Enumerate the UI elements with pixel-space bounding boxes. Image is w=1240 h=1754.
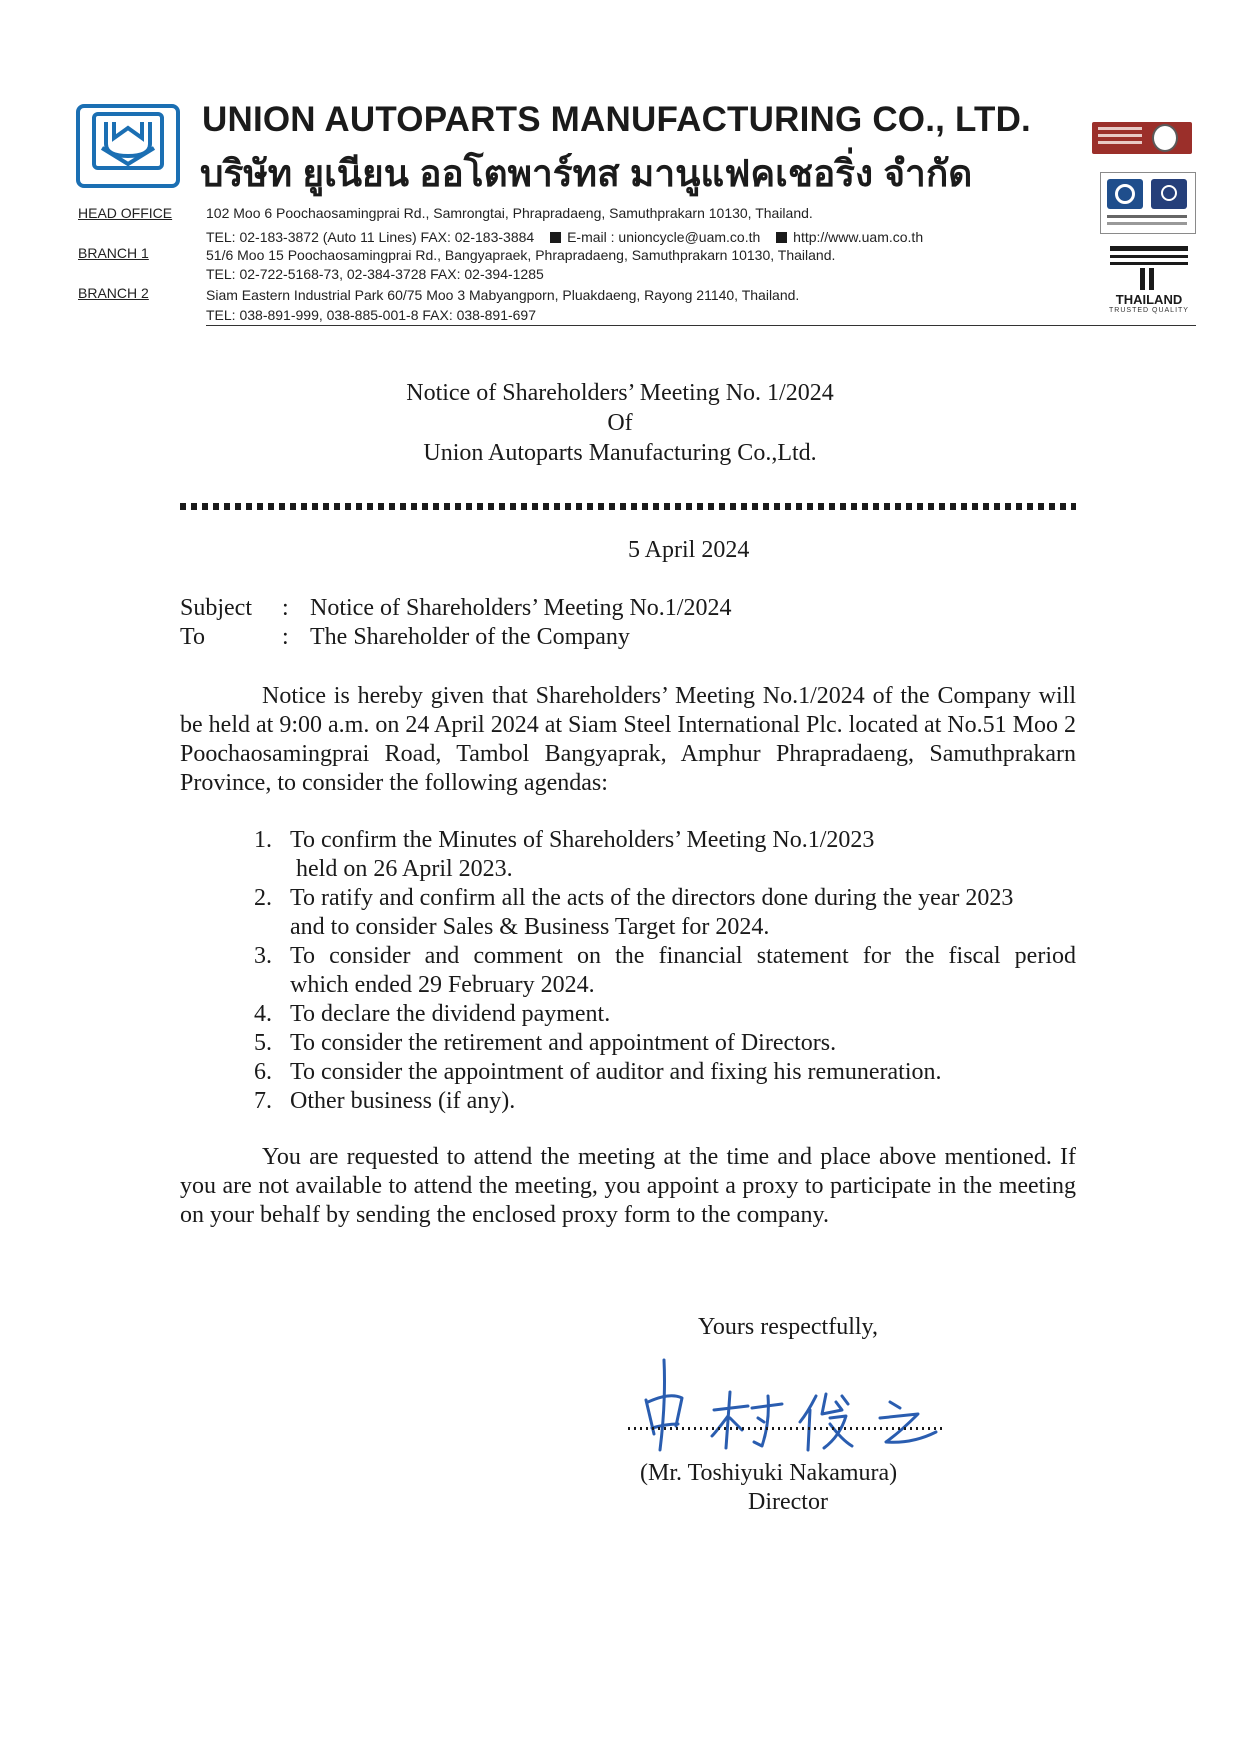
head-office-tel-fax: TEL: 02-183-3872 (Auto 11 Lines) FAX: 02-183-3884 xyxy=(206,229,535,245)
agenda-item: To declare the dividend payment. xyxy=(290,1001,611,1027)
agenda-item: To consider the retirement and appointment of Directors. xyxy=(290,1030,837,1056)
intro-paragraph-text: Notice is hereby given that Shareholders’ Meeting No.1/2024 of the Company will be held at 9:00 a.m. on 24 April 2024 at Siam Steel International Plc. located at No.51 Moo 2 Poochaosamingprai Road, Tambol Bangyaprak, Amphur Phrapradaeng, Samuthprakarn Province, to consider the following agendas: xyxy=(180,683,1076,796)
subject-text: Notice of Shareholders’ Meeting No.1/2024 xyxy=(310,595,732,621)
handwritten-signature xyxy=(630,1352,950,1452)
thailand-trusted-quality-badge xyxy=(1104,246,1194,316)
agenda-number: 1. xyxy=(254,827,272,853)
closing-paragraph xyxy=(180,1143,1076,1230)
notice-title-of: Of xyxy=(607,410,633,436)
header-divider xyxy=(206,325,1196,326)
head-office-contact xyxy=(206,229,923,245)
socotec-icon xyxy=(1107,179,1143,209)
agenda-item-continued: and to consider Sales & Business Target for 2024. xyxy=(290,914,770,940)
agenda-number: 6. xyxy=(254,1059,272,1085)
subject-label: Subject xyxy=(180,595,252,621)
agenda-item-continued: which ended 29 February 2024. xyxy=(290,972,595,998)
agenda-number: 5. xyxy=(254,1030,272,1056)
agenda-item: Other business (if any). xyxy=(290,1088,516,1114)
branch2-label: BRANCH 2 xyxy=(78,285,149,301)
trusted-quality-label: TRUSTED QUALITY xyxy=(1109,307,1189,314)
agenda-number: 4. xyxy=(254,1001,272,1027)
agenda-item: To ratify and confirm all the acts of the directors done during the year 2023 xyxy=(290,885,1014,911)
branch1-label: BRANCH 1 xyxy=(78,245,149,261)
branch1-tel-fax: TEL: 02-722-5168-73, 02-384-3728 FAX: 02-394-1285 xyxy=(206,266,544,282)
closing-salutation: Yours respectfully, xyxy=(698,1314,878,1340)
intro-paragraph xyxy=(180,682,1076,798)
company-name-en: UNION AUTOPARTS MANUFACTURING CO., LTD. xyxy=(202,100,1031,139)
badge-caption-lines xyxy=(1107,215,1187,218)
square-bullet-icon xyxy=(550,232,561,243)
notice-title-company: Union Autoparts Manufacturing Co.,Ltd. xyxy=(423,440,817,466)
agenda-number: 2. xyxy=(254,885,272,911)
branch1-address: 51/6 Moo 15 Poochaosamingprai Rd., Bangyapraek, Phrapradaeng, Samuthprakarn 10130, Thailand. xyxy=(206,247,836,263)
company-logo-icon xyxy=(76,104,180,188)
branch2-tel-fax: TEL: 038-891-999, 038-885-001-8 FAX: 038-891-697 xyxy=(206,307,537,323)
square-bullet-icon xyxy=(776,232,787,243)
head-office-web: http://www.uam.co.th xyxy=(793,229,924,245)
to-text: The Shareholder of the Company xyxy=(310,624,630,650)
closing-paragraph-text: You are requested to attend the meeting at the time and place above mentioned. If you are not available to attend the meeting, you appoint a proxy to participate in the meeting on your behalf by sending the enclosed proxy form to the company. xyxy=(180,1144,1076,1228)
agenda-item-continued: held on 26 April 2023. xyxy=(290,856,513,882)
branch2-address: Siam Eastern Industrial Park 60/75 Moo 3 Mabyangporn, Pluakdaeng, Rayong 21140, Thailand. xyxy=(206,287,800,303)
to-colon: : xyxy=(282,624,289,650)
head-office-label: HEAD OFFICE xyxy=(78,205,173,221)
agenda-number: 7. xyxy=(254,1088,272,1114)
agenda-item: To consider and comment on the financial statement for the fiscal period xyxy=(290,943,1076,969)
agenda-item: To consider the appointment of auditor and fixing his remuneration. xyxy=(290,1059,942,1085)
signer-name: (Mr. Toshiyuki Nakamura) xyxy=(640,1460,898,1486)
company-name-th: บริษัท ยูเนียน ออโตพาร์ทส มานูแฟคเชอริ่ง จำกัด xyxy=(200,153,973,194)
agenda-item: To confirm the Minutes of Shareholders’ Meeting No.1/2023 xyxy=(290,827,875,853)
head-office-address: 102 Moo 6 Poochaosamingprai Rd., Samrongtai, Phrapradaeng, Samuthprakarn 10130, Thailand. xyxy=(206,205,813,221)
bureau-veritas-seal-icon xyxy=(1152,124,1178,152)
subject-colon: : xyxy=(282,595,289,621)
ukas-icon xyxy=(1151,179,1187,209)
signature-dotted-line xyxy=(628,1427,944,1430)
letter-date: 5 April 2024 xyxy=(628,537,750,563)
head-office-email: E-mail : unioncycle@uam.co.th xyxy=(567,229,761,245)
iatf-certification-badge xyxy=(1092,122,1192,154)
dotted-divider xyxy=(180,503,1076,510)
agenda-number: 3. xyxy=(254,943,272,969)
notice-title: Notice of Shareholders’ Meeting No. 1/2024 xyxy=(406,380,834,406)
badge-text-lines xyxy=(1098,127,1142,130)
to-label: To xyxy=(180,624,205,650)
socotec-ukas-certification-badge xyxy=(1100,172,1196,234)
signer-title: Director xyxy=(748,1489,828,1515)
thailand-trusted-quality-icon xyxy=(1104,246,1194,290)
thailand-label: THAILAND xyxy=(1115,292,1183,307)
